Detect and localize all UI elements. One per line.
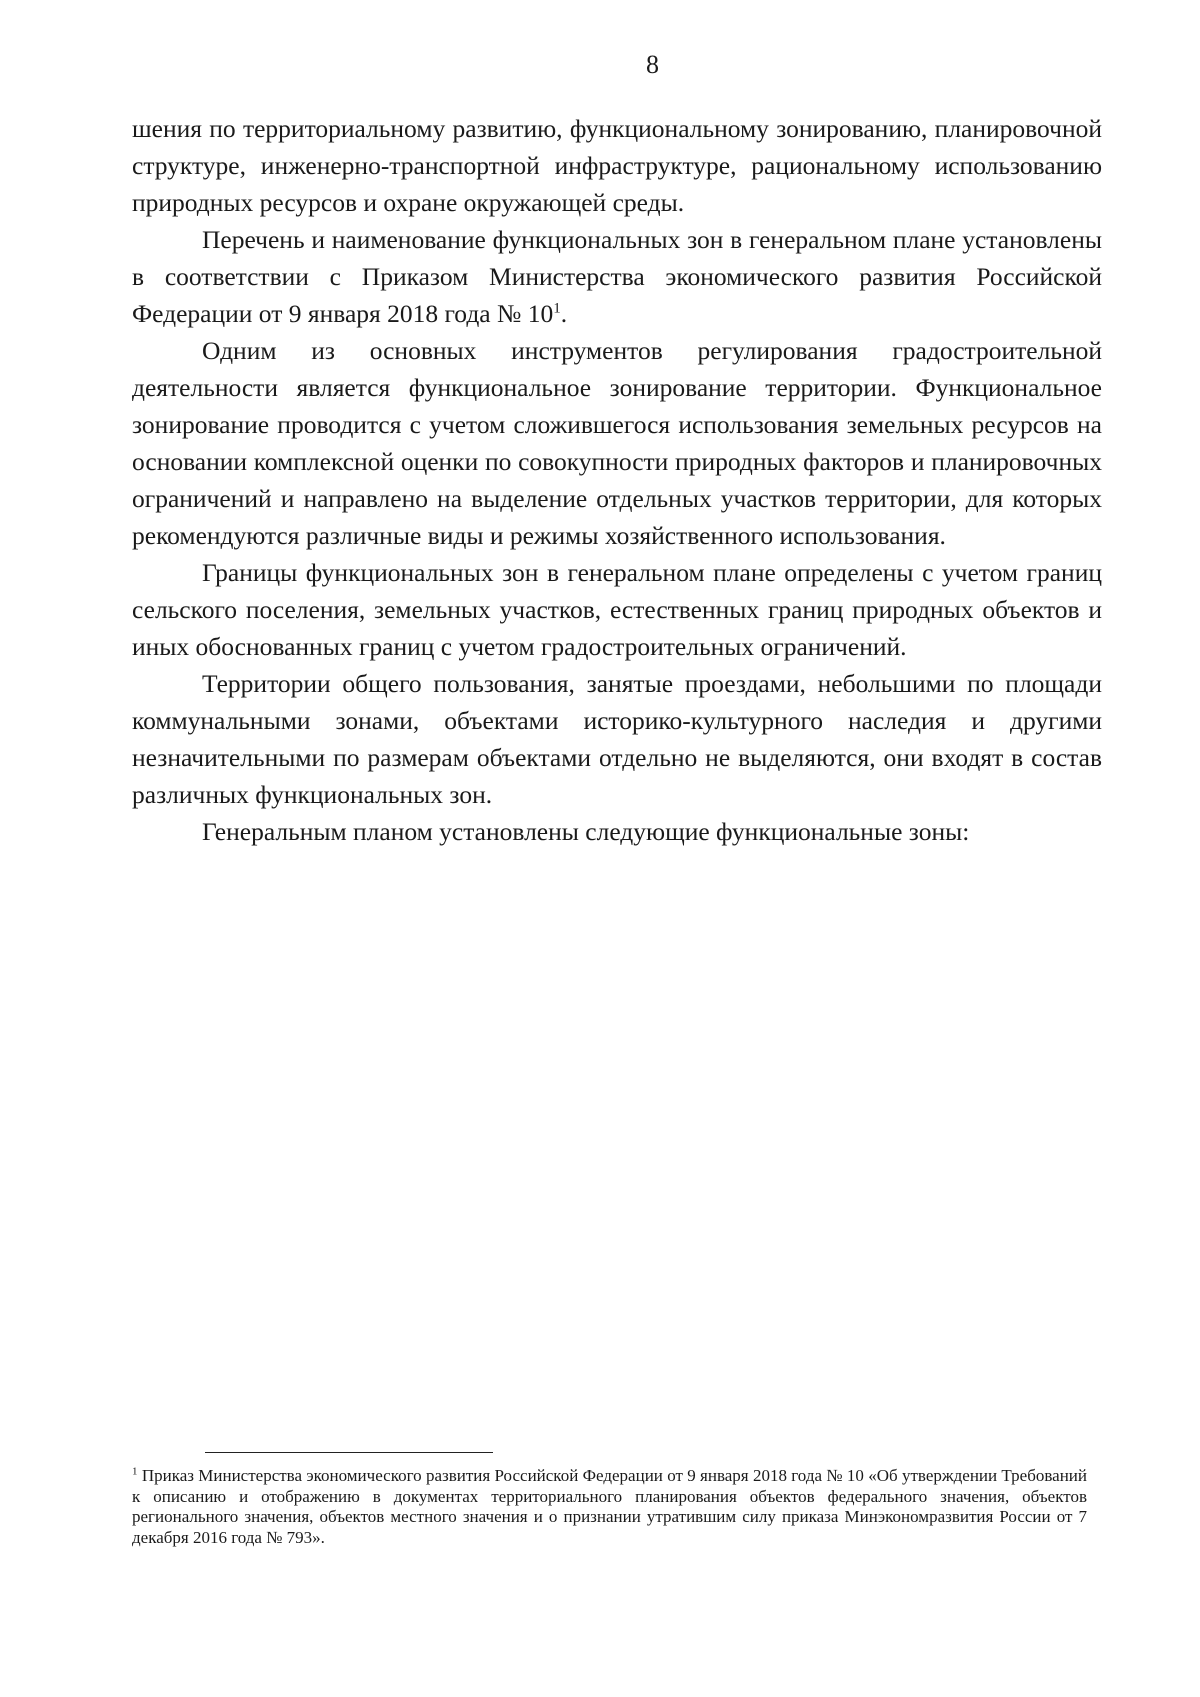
paragraph-6-text: Генеральным планом установлены следующие функциональные зоны: — [202, 817, 970, 846]
footnote-text: Приказ Министерства экономического развития Российской Федерации от 9 января 2018 года № 10 «Об утверждении Требований к описанию и отображению в документах территориального планирования объектов федерального значения, объектов регионального значения, объектов местного значения и о признании утратившим силу приказа Минэкономразвития России от 7 декабря 2016 года № 793». — [132, 1466, 1087, 1547]
paragraph-5-text: Территории общего пользования, занятые проездами, небольшими по площади коммунальными зонами, объектами историко-культурного наследия и другими незначительными по размерам объектами отдельно не выделяются, они входят в состав различных функциональных зон. — [132, 669, 1102, 809]
footnote-marker: 1 — [132, 1465, 138, 1478]
paragraph-2-text-end: . — [560, 299, 568, 328]
footnote-reference[interactable]: 1 — [553, 300, 561, 317]
footnote-divider — [205, 1452, 493, 1453]
page-number: 8 — [646, 50, 659, 79]
paragraph-2-text: Перечень и наименование функциональных зон в генеральном плане установлены в соответствии с Приказом Министерства экономического развития Российской Федерации от 9 января 2018 года № 10 — [132, 225, 1102, 328]
footnote — [132, 1466, 1087, 1548]
paragraph-4 — [132, 554, 1102, 665]
paragraph-2 — [132, 221, 1102, 332]
paragraph-1 — [132, 110, 1102, 221]
paragraph-3 — [132, 332, 1102, 554]
paragraph-6 — [132, 813, 1102, 850]
paragraph-3-text: Одним из основных инструментов регулирования градостроительной деятельности является функциональное зонирование территории. Функциональное зонирование проводится с учетом сложившегося использования земельных ресурсов на основании комплексной оценки по совокупности природных факторов и планировочных ограничений и направлено на выделение отдельных участков территории, для которых рекомендуются различные виды и режимы хозяйственного использования. — [132, 336, 1102, 550]
paragraph-4-text: Границы функциональных зон в генеральном плане определены с учетом границ сельского поселения, земельных участков, естественных границ природных объектов и иных обоснованных границ с учетом градостроительных ограничений. — [132, 558, 1102, 661]
paragraph-1-text: шения по территориальному развитию, функциональному зонированию, планировочной структуре, инженерно-транспортной инфраструктуре, рациональному использованию природных ресурсов и охране окружающей среды. — [132, 114, 1102, 217]
paragraph-5 — [132, 665, 1102, 813]
body-text — [132, 110, 1102, 850]
